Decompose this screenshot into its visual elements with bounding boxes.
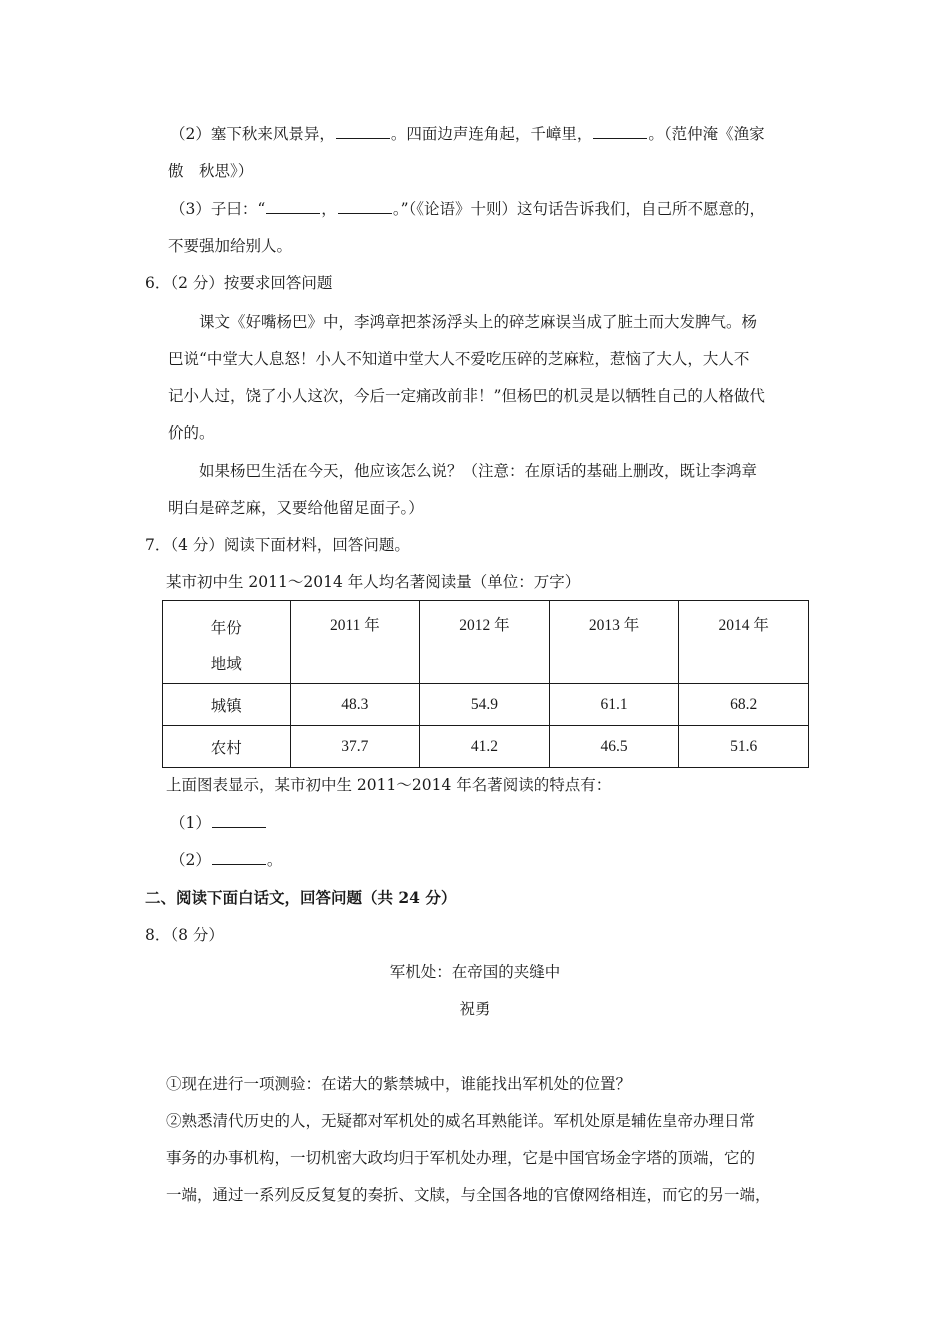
- column-header-text: 2013 年: [588, 617, 640, 634]
- q5-line-3-cont: 不要强加给别人。: [168, 237, 293, 255]
- q6-header: 6．（2 分）按要求回答问题: [145, 274, 333, 292]
- table-cell: 46.5: [549, 726, 679, 768]
- q6-para1-line3: 记小人过，饶了小人这次，今后一定痛改前非！”但杨巴的机灵是以牺牲自己的人格做代: [168, 387, 765, 405]
- article-para-2-line1: ②熟悉清代历史的人，无疑都对军机处的威名耳熟能详。军机处原是辅佐皇帝办理日常: [166, 1112, 756, 1130]
- column-header: [420, 601, 550, 684]
- article-para-2-line2: 事务的办事机构，一切机密大政均归于军机处办理，它是中国官场金字塔的顶端，它的: [166, 1149, 756, 1167]
- row-label: 农村: [163, 726, 291, 768]
- text: 。”（《论语》十则）这句话告诉我们，自己所不愿意的，: [392, 200, 765, 218]
- table-cell: 54.9: [420, 684, 550, 726]
- text: （1）: [170, 814, 211, 832]
- text: 。四面边声连角起，千嶂里，: [390, 125, 593, 143]
- q5-line-2: [170, 124, 765, 144]
- table-caption: 某市初中生 2011～2014 年人均名著阅读量（单位：万字）: [166, 573, 581, 591]
- table-cell: 37.7: [290, 726, 420, 768]
- table-cell: 48.3: [290, 684, 420, 726]
- row-label: 城镇: [163, 684, 291, 726]
- article-title: 军机处：在帝国的夹缝中: [389, 963, 561, 981]
- table-header-row: [163, 601, 809, 684]
- article-author: 祝勇: [459, 1000, 491, 1018]
- text: （2）塞下秋来风景异，: [170, 125, 335, 143]
- reading-table: [162, 600, 809, 768]
- q5-line-2-cont: 傲 秋思》）: [168, 162, 254, 180]
- q7-answer-1: [170, 813, 267, 833]
- article-para-2-line3: 一端，通过一系列反反复复的奏折、文牍，与全国各地的官僚网络相连，而它的另一端，: [166, 1186, 771, 1204]
- q8-header: 8．（8 分）: [145, 926, 224, 944]
- column-header: [679, 601, 809, 684]
- section-2-title: 二、阅读下面白话文，回答问题（共 24 分）: [145, 888, 457, 907]
- column-header-text: 2014 年: [718, 617, 769, 634]
- text: ，: [321, 200, 337, 218]
- q7-answer-2: [170, 850, 282, 870]
- text: （3）子曰：“: [170, 200, 266, 218]
- fill-blank: [266, 199, 320, 214]
- q6-para1-line1: 课文《好嘴杨巴》中，李鸿章把茶汤浮头上的碎芝麻误当成了脏土而大发脾气。杨: [199, 313, 758, 331]
- q6-para2-line2: 明白是碎芝麻，又要给他留足面子。）: [168, 499, 424, 517]
- table-row: [163, 726, 809, 768]
- table-corner-cell: [163, 601, 291, 684]
- table-row: [163, 684, 809, 726]
- fill-blank: [212, 850, 266, 865]
- column-header-text: 2011 年: [329, 617, 380, 634]
- corner-label-year: 年份: [210, 620, 242, 637]
- article-para-1: ①现在进行一项测验：在诺大的紫禁城中，谁能找出军机处的位置？: [166, 1075, 632, 1093]
- table-cell: 68.2: [679, 684, 809, 726]
- text: 。（范仲淹《渔家: [648, 125, 765, 143]
- table-cell: 41.2: [420, 726, 550, 768]
- q6-para1-line4: 价的。: [168, 424, 215, 442]
- fill-blank: [338, 199, 392, 214]
- fill-blank: [336, 124, 390, 139]
- table-cell: 51.6: [679, 726, 809, 768]
- text: 。: [266, 851, 283, 869]
- column-header: [549, 601, 679, 684]
- fill-blank: [593, 124, 647, 139]
- corner-label-region: 地域: [210, 656, 242, 673]
- table-cell: 61.1: [549, 684, 679, 726]
- q6-para1-line2: 巴说“中堂大人息怒！小人不知道中堂大人不爱吃压碎的芝麻粒，惹恼了大人，大人不: [168, 350, 750, 368]
- q7-question: 上面图表显示，某市初中生 2011～2014 年名著阅读的特点有：: [166, 776, 612, 794]
- q5-line-3: [170, 199, 765, 219]
- q6-para2-line1: 如果杨巴生活在今天，他应该怎么说？（注意：在原话的基础上删改，既让李鸿章: [199, 462, 758, 480]
- column-header: [290, 601, 420, 684]
- fill-blank: [212, 813, 266, 828]
- q7-header: 7．（4 分）阅读下面材料，回答问题。: [145, 536, 410, 554]
- column-header-text: 2012 年: [459, 617, 510, 634]
- text: （2）: [170, 851, 211, 869]
